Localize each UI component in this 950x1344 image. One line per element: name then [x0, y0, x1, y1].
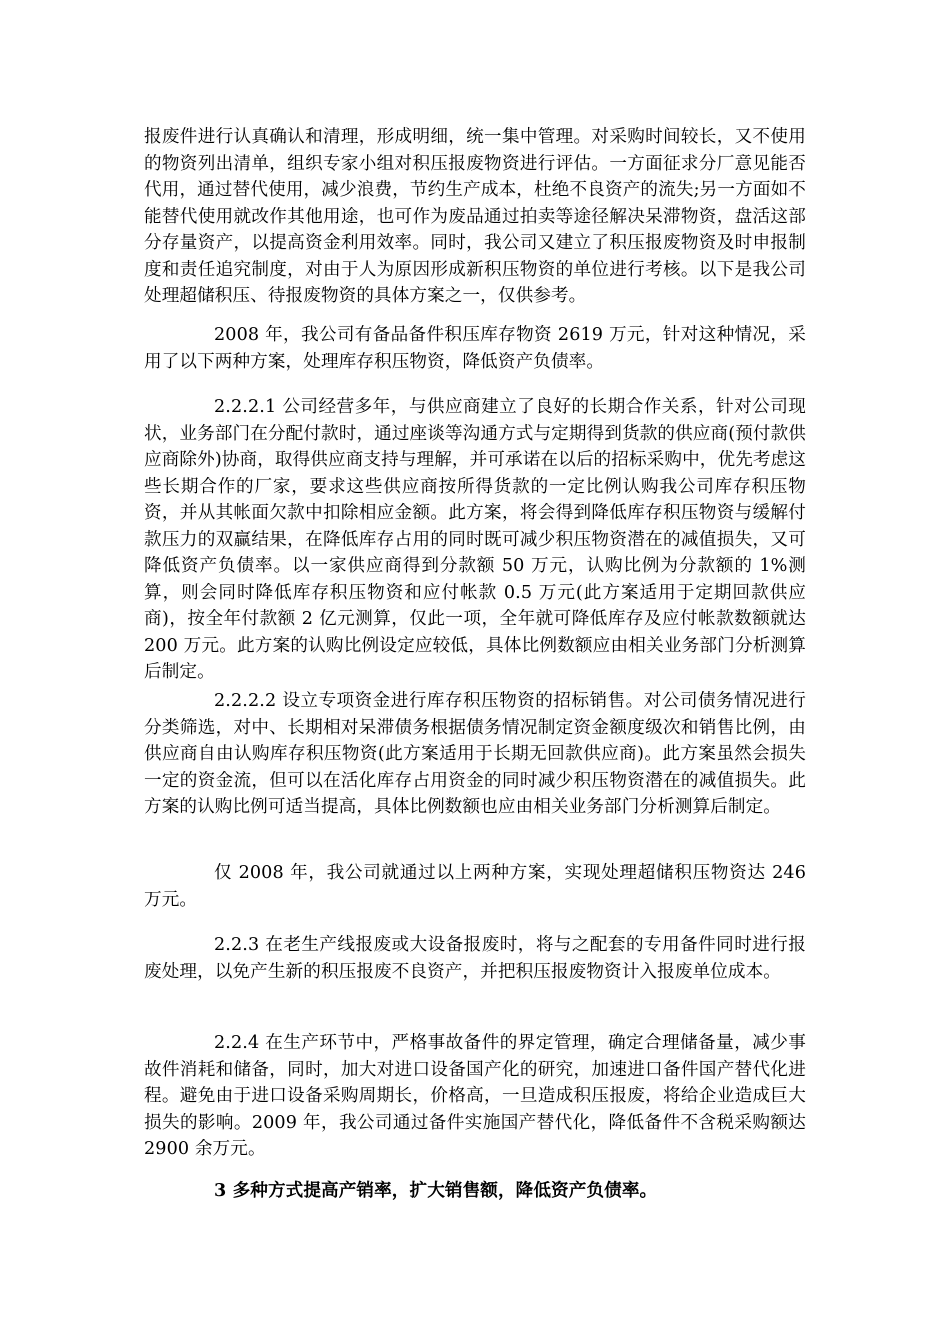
paragraph-2008-inventory: 2008 年，我公司有备品备件积压库存物资 2619 万元，针对这种情况，采用了以下两种方案，处理库存积压物资，降低资产负债率。: [144, 325, 806, 372]
paragraph-2008-result: 仅 2008 年，我公司就通过以上两种方案，实现处理超储积压物资达 246 万元。: [144, 863, 806, 910]
paragraph-2-2-2-1: 2.2.2.1 公司经营多年，与供应商建立了良好的长期合作关系，针对公司现状，业务部门在分配付款时，通过座谈等沟通方式与定期得到货款的供应商(预付款供应商除外)协商，取得供应商支持与理解，并可承诺在以后的招标采购中，优先考虑这些长期合作的厂家，要求这些供应商按所得货款的一定比例认购我公司库存积压物资，并从其帐面欠款中扣除相应金额。此方案，将会得到降低库存积压物资与缓解付款压力的双赢结果，在降低库存占用的同时既可减少积压物资潜在的减值损失，又可降低资产负债率。以一家供应商得到分款额 50 万元，认购比例为分款额的 1%测算，则会同时降低库存积压物资和应付帐款 0.5 万元(此方案适用于定期回款供应商)，按全年付款额 2 亿元测算，仅此一项，全年就可降低库存及应付帐款数额就达 200 万元。此方案的认购比例设定应较低，具体比例数额应由相关业务部门分析测算后制定。: [144, 397, 806, 682]
section-heading-3: 3 多种方式提高产销率，扩大销售额，降低资产负债率。: [214, 1180, 658, 1201]
paragraph-2-2-4: 2.2.4 在生产环节中，严格事故备件的界定管理，确定合理储备量，减少事故件消耗和储备，同时，加大对进口设备国产化的研究，加速进口备件国产替代化进程。避免由于进口设备采购周期长，价格高，一旦造成积压报废，将给企业造成巨大损失的影响。2009 年，我公司通过备件实施国产替代化，降低备件不含税采购额达 2900 余万元。: [144, 1033, 806, 1159]
paragraph-2-2-3: 2.2.3 在老生产线报废或大设备报废时，将与之配套的专用备件同时进行报废处理，以免产生新的积压报废不良资产，并把积压报废物资计入报废单位成本。: [144, 935, 806, 982]
paragraph-scrap-management: 报废件进行认真确认和清理，形成明细，统一集中管理。对采购时间较长，又不使用的物资列出清单，组织专家小组对积压报废物资进行评估。一方面征求分厂意见能否代用，通过替代使用，减少浪费，节约生产成本，杜绝不良资产的流失;另一方面如不能替代使用就改作其他用途，也可作为废品通过拍卖等途径解决呆滞物资，盘活这部分存量资产，以提高资金利用效率。同时，我公司又建立了积压报废物资及时申报制度和责任追究制度，对由于人为原因形成新积压物资的单位进行考核。以下是我公司处理超储积压、待报废物资的具体方案之一，仅供参考。: [144, 127, 806, 306]
paragraph-2-2-2-2: 2.2.2.2 设立专项资金进行库存积压物资的招标销售。对公司债务情况进行分类筛选，对中、长期相对呆滞债务根据债务情况制定资金额度级次和销售比例，由供应商自由认购库存积压物资(此方案适用于长期无回款供应商)。此方案虽然会损失一定的资金流，但可以在活化库存占用资金的同时减少积压物资潜在的减值损失。此方案的认购比例可适当提高，具体比例数额也应由相关业务部门分析测算后制定。: [144, 691, 806, 817]
